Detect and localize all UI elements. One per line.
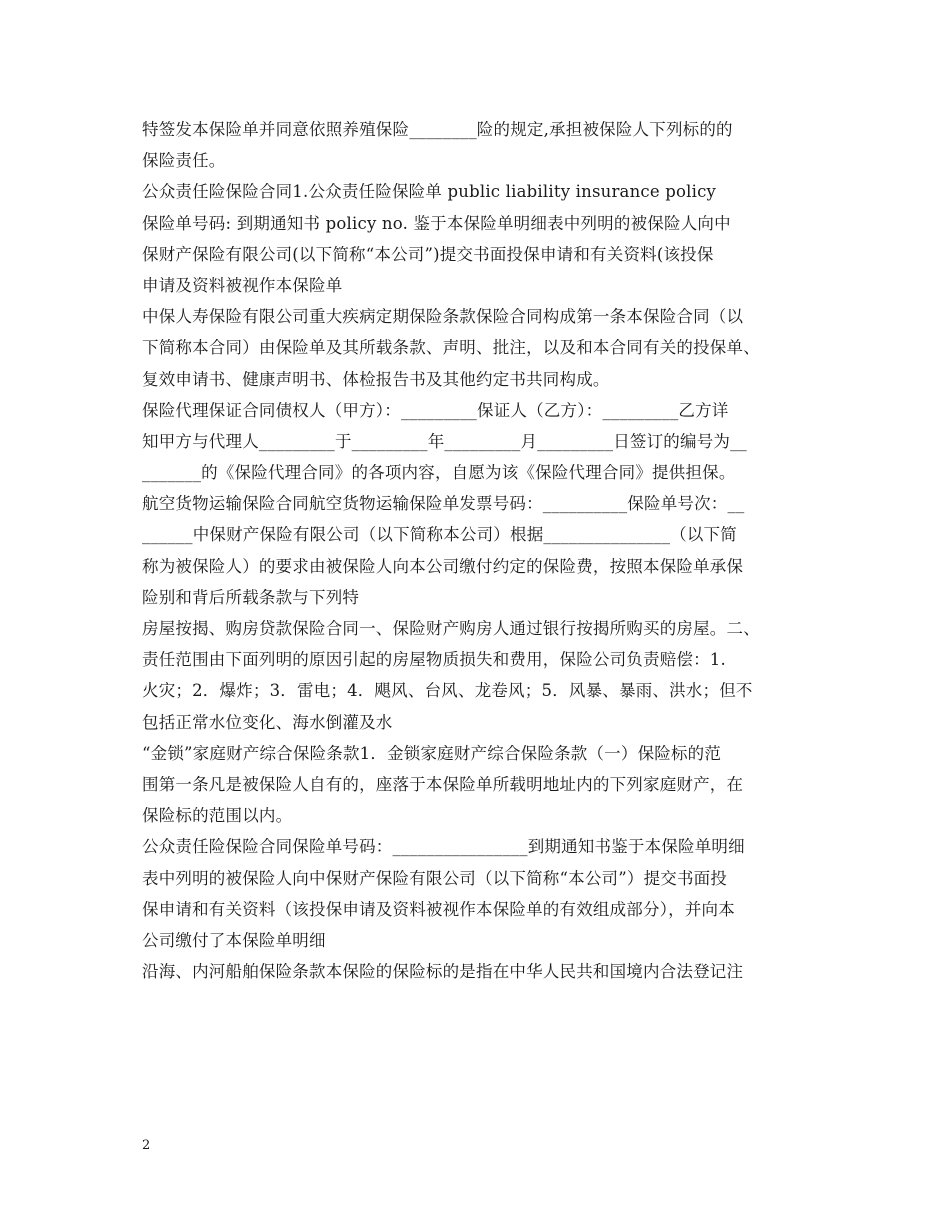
text-line: 复效申请书、健康声明书、体检报告书及其他约定书共同构成。 (142, 369, 610, 389)
text-line: 中保人寿保险有限公司重大疾病定期保险条款保险合同构成第一条本保险合同（以 (142, 307, 744, 327)
text-line: 特签发本保险单并同意依照养殖保险________险的规定,承担被保险人下列标的的 (142, 120, 733, 139)
page-number: 2 (142, 1138, 151, 1153)
text-line: 沿海、内河船舶保险条款本保险的保险标的是指在中华人民共和国境内合法登记注 (142, 962, 744, 982)
text-line: 保财产保险有限公司(以下简称“本公司”)提交书面投保申请和有关资料(该投保 (142, 244, 714, 264)
paragraph (142, 114, 832, 176)
text-line: 保险责任。 (142, 151, 226, 171)
text-line: 申请及资料被视作本保险单 (142, 275, 343, 295)
text-line: ______中保财产保险有限公司（以下简称本公司）根据_______________（以下简 (142, 525, 737, 545)
text-line: 称为被保险人）的要求由被保险人向本公司缴付约定的保险费，按照本保险单承保 (142, 556, 744, 576)
text-line: 保险标的范围以内。 (142, 806, 293, 826)
paragraph (142, 831, 832, 956)
text-line: 保险单号码: 到期通知书 policy no. 鉴于本保险单明细表中列明的被保险人向中 (142, 213, 731, 233)
paragraph (142, 738, 832, 832)
text-line: 围第一条凡是被保险人自有的，座落于本保险单所载明地址内的下列家庭财产，在 (142, 774, 744, 794)
paragraph (142, 613, 832, 738)
paragraph (142, 176, 832, 301)
text-line: 表中列明的被保险人向中保财产保险有限公司（以下简称“本公司”）提交书面投 (142, 868, 728, 888)
paragraph (142, 301, 832, 395)
text-line: “金锁”家庭财产综合保险条款1．金锁家庭财产综合保险条款（一）保险标的范 (142, 743, 722, 763)
text-line: 房屋按揭、购房贷款保险合同一、保险财产购房人通过银行按揭所购买的房屋。二、 (142, 619, 760, 638)
text-line: 保险代理保证合同债权人（甲方）：_________保证人（乙方）：_________乙方详 (142, 400, 729, 420)
text-line: 责任范围由下面列明的原因引起的房屋物质损失和费用，保险公司负责赔偿：1. (142, 650, 726, 670)
text-line: 下简称本合同）由保险单及其所载条款、声明、批注，以及和本合同有关的投保单、 (142, 338, 760, 358)
text-line: 公众责任险保险合同保险单号码：________________到期通知书鉴于本保险单明细 (142, 837, 745, 857)
text-line: 包括正常水位变化、海水倒灌及水 (142, 712, 393, 732)
text-line: 公司缴付了本保险单明细 (142, 930, 326, 950)
page-body (142, 114, 832, 987)
text-line: 火灾；2．爆炸；3．雷电；4．飓风、台风、龙卷风；5．风暴、暴雨、洪水；但不 (142, 681, 753, 701)
text-line: _______的《保险代理合同》的各项内容，自愿为该《保险代理合同》提供担保。 (142, 463, 736, 483)
paragraph (142, 956, 832, 987)
paragraph (142, 395, 832, 489)
text-line: 险别和背后所载条款与下列特 (142, 587, 360, 607)
text-line: 公众责任险保险合同1.公众责任险保险单 public liability insurance policy (142, 182, 717, 202)
text-line: 保申请和有关资料（该投保申请及资料被视作本保险单的有效组成部分），并向本 (142, 899, 735, 919)
text-line: 知甲方与代理人_________于_________年_________月_________日签订的编号为__ (142, 431, 747, 451)
paragraph (142, 488, 832, 613)
text-line: 航空货物运输保险合同航空货物运输保险单发票号码：__________保险单号次：__ (142, 494, 745, 514)
